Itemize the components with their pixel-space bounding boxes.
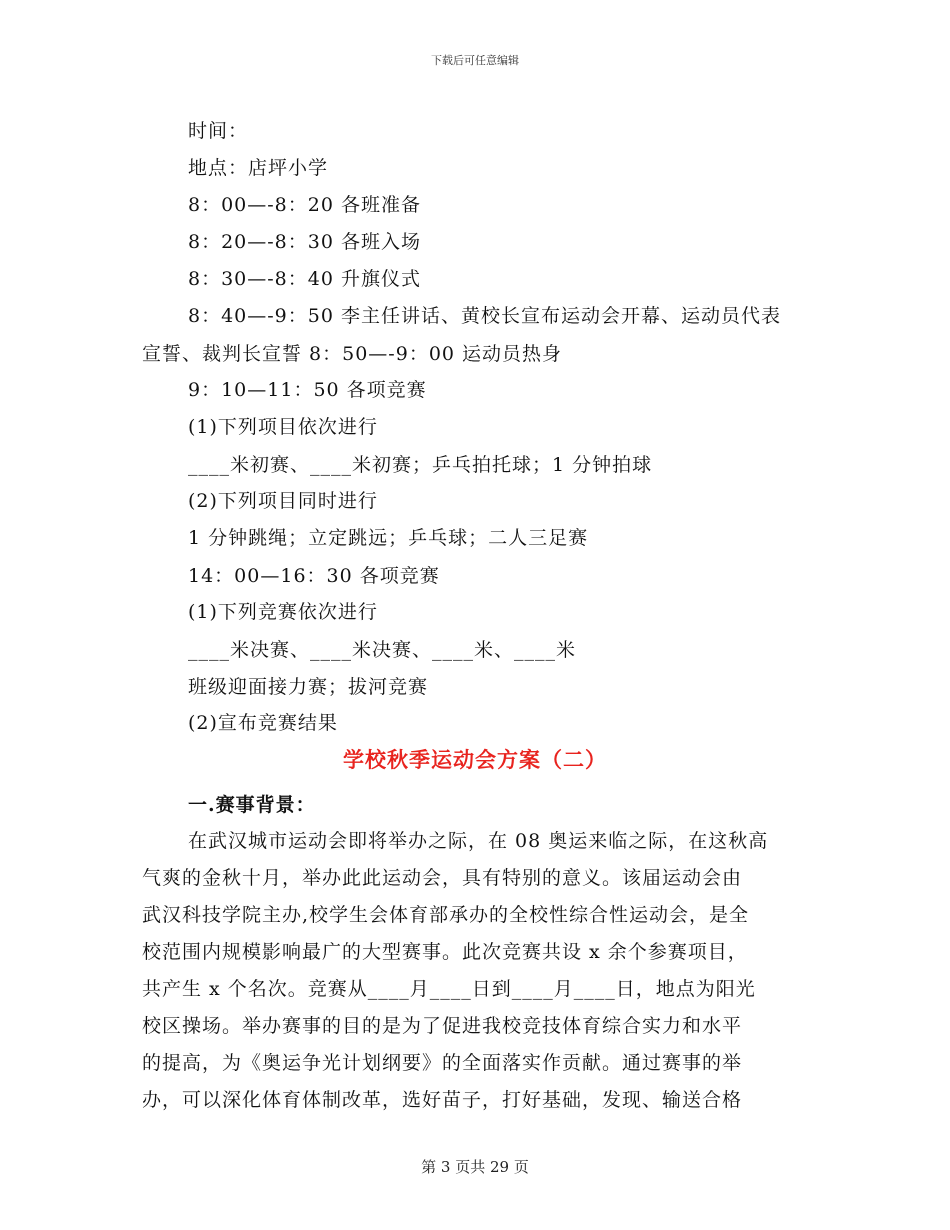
text-line: 班级迎面接力赛；拔河竞赛: [188, 676, 429, 698]
text-line: 1 分钟跳绳；立定跳远；乒乓球；二人三足赛: [188, 527, 589, 549]
paragraph-line: 共产生 x 个名次。竞赛从____月____日到____月____日，地点为阳光: [142, 978, 756, 1000]
text-line: 8：00—-8：20 各班准备: [188, 194, 421, 216]
text-line: 8：20—-8：30 各班入场: [188, 231, 421, 253]
text-line: ____米决赛、____米决赛、____米、____米: [188, 639, 577, 661]
text-line: 地点：店坪小学: [188, 157, 329, 179]
text-line: 宣誓、裁判长宣誓 8：50—-9：00 运动员热身: [142, 343, 563, 365]
page-header: 下载后可任意编辑: [431, 54, 519, 67]
paragraph-line: 气爽的金秋十月，举办此此运动会，具有特别的意义。该届运动会由: [142, 867, 743, 889]
text-line: 9：10—11：50 各项竞赛: [188, 379, 427, 401]
text-line: 8：30—-8：40 升旗仪式: [188, 268, 421, 290]
paragraph-line: 校区操场。举办赛事的目的是为了促进我校竞技体育综合实力和水平: [142, 1015, 743, 1037]
text-line: (2)下列项目同时进行: [188, 490, 378, 512]
paragraph-line: 校范围内规模影响最广的大型赛事。此次竞赛共设 x 余个参赛项目，: [142, 941, 748, 963]
text-line: (1)下列竞赛依次进行: [188, 601, 378, 623]
text-line: (2)宣布竞赛结果: [188, 712, 338, 734]
text-line: (1)下列项目依次进行: [188, 416, 378, 438]
text-line: 14：00—16：30 各项竞赛: [188, 565, 440, 587]
section-title: 学校秋季运动会方案（二）: [343, 747, 607, 772]
paragraph-line: 在武汉城市运动会即将举办之际，在 08 奥运来临之际，在这秋高: [188, 830, 769, 852]
paragraph-line: 武汉科技学院主办,校学生会体育部承办的全校性综合性运动会，是全: [142, 904, 750, 926]
paragraph-line: 办，可以深化体育体制改革，选好苗子，打好基础，发现、输送合格: [142, 1089, 743, 1111]
section-heading: 一.赛事背景：: [188, 794, 316, 816]
text-line: ____米初赛、____米初赛；乒乓拍托球；1 分钟拍球: [188, 454, 653, 476]
paragraph-line: 的提高，为《奥运争光计划纲要》的全面落实作贡献。通过赛事的举: [142, 1052, 743, 1074]
page-footer: 第 3 页共 29 页: [421, 1158, 529, 1176]
text-line: 时间：: [188, 120, 249, 142]
text-line: 8：40—-9：50 李主任讲话、黄校长宣布运动会开幕、运动员代表: [188, 305, 781, 327]
